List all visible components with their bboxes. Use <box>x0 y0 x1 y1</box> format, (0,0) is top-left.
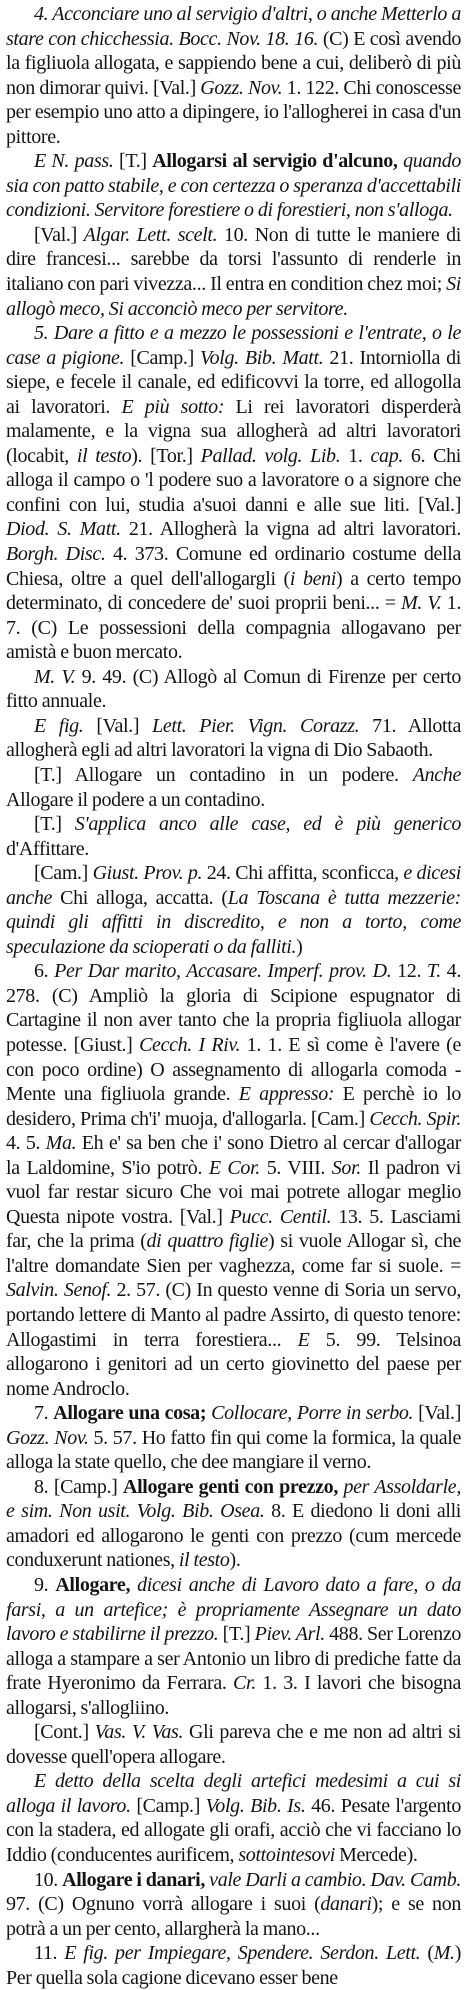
entry-paragraph-contadino: [T.] Allogare un contadino in un podere. Anche Allogare il podere a un contadino. <box>6 763 461 811</box>
entry-paragraph-mv: M. V. 9. 49. (C) Allogò al Comun di Firenze per certo fitto annuale. <box>6 665 461 713</box>
entry-paragraph-giust-prov: [Cam.] Giust. Prov. p. 24. Chi affitta, sconficca, e dicesi anche Chi alloga, accatta. (La Toscana è tutta mezzerie: quindi gli affitti in discredito, e non a torto, come speculazione da scioperati o da falliti.) <box>6 862 461 958</box>
entry-paragraph-8: 8. [Camp.] Allogare genti con prezzo, per Assoldarle, e sim. Non usit. Volg. Bib. Osea. 8. E diedono li doni alli amadori ed allogarono le genti con prezzo (cum mercede conduxerunt nationes, il testo). <box>6 1475 461 1572</box>
entry-paragraph-case: [T.] S'applica anco alle case, ed è più generico d'Affittare. <box>6 813 461 860</box>
entry-paragraph-7: 7. Allogare una cosa; Collocare, Porre in serbo. [Val.] Gozz. Nov. 5. 57. Ho fatto fin qui come la formica, la quale alloga la state quello, che dee mangiare il verno. <box>6 1402 462 1474</box>
entry-paragraph-10: 10. Allogare i danari, vale Darli a cambio. Dav. Camb. 97. (C) Ognuno vorrà allogare i suoi (danari); e se non potrà a un per cento, allargherà la mano... <box>6 1868 461 1940</box>
entry-paragraph-vas: [Cont.] Vas. V. Vas. Gli pareva che e me non ad altri si dovesse quell'opera allogare. <box>6 1721 461 1768</box>
entry-paragraph-fig: E fig. [Val.] Lett. Pier. Vign. Corazz. 71. Allotta allogherà egli ad altri lavoratori la vigna di Dio Sabaoth. <box>6 714 461 762</box>
entry-paragraph-11: 11. E fig. per Impiegare, Spendere. Serdon. Lett. (M.) Per quella sola cagione dicevano esser bene <box>6 1942 461 1989</box>
entry-paragraph-n-pass: E N. pass. [T.] Allogarsi al servigio d'alcuno, quando sia con patto stabile, e con certezza o speranza d'accettabili condizioni. Servitore forestiere o di forestieri, non s'alloga. <box>6 150 461 222</box>
entry-paragraph-9: 9. Allogare, dicesi anche di Lavoro dato a fare, o da farsi, a un artefice; è propriamente Assegnare un dato lavoro e stabilirne il prezzo. [T.] Piev. Arl. 488. Ser Lorenzo alloga a stampare a ser Antonio un libro di prediche fatte da frate Hyeronimo da Ferrara. Cr. 1. 3. I lavori che bisogna allogarsi, s'allogliino. <box>6 1574 461 1719</box>
entry-paragraph-scelta: E detto della scelta degli artefici medesimi a cui si alloga il lavoro. [Camp.] Volg. Bib. Is. 46. Pesate l'argento con la stadera, ed allogate gli orafi, acciò che vi facciano lo Iddio (conducentes aurificem, sottointesovi Mercede). <box>6 1770 461 1867</box>
entry-paragraph-4: 4. Acconciare uno al servigio d'altri, o anche Metterlo a stare con chicchessia. Bocc. Nov. 18. 16. (C) E così avendo la figliuola allogata, e sappiendo bene a cui, deliberò di più non dimorar quivi. [Val.] Gozz. Nov. 1. 122. Chi conoscesse per esempio uno atto a dipingere, io l'allogherei in casa d'un pittore. <box>6 3 461 148</box>
entry-paragraph-6: 6. Per Dar marito, Accasare. Imperf. prov. D. 12. T. 4. 278. (C) Ampliò la gloria di Scipione espugnator di Cartagine il non aver tanto che la propria figliuola allogar potesse. [Giust.] Cecch. I Riv. 1. 1. E sì come è l'avere (e con poco ordine) O assegnamento di allogarla comoda - Mente una figliuola grande. E appresso: E perchè io lo desidero, Prima ch'i' muoja, d'allogarla. [Cam.] Cecch. Spir. 4. 5. Ma. Eh e' sa ben che i' sono Dietro al cercar d'allogar la Laldomine, S'io potrò. E Cor. 5. VIII. Sor. Il padron vi vuol far restar sicuro Che voi mai potrete allogar meglio Questa nipote vostra. [Val.] Pucc. Centil. 13. 5. Lasciami far, che la prima (di quattro figlie) si vuole Allogar sì, che l'altre domandate Sien per vaghezza, come far si suole. = Salvin. Senof. 2. 57. (C) In questo venne di Soria un servo, portando lettere di Manto al padre Assirto, di questo tenore: Allogastimi in terra forestiera... E 5. 99. Telsinoa allogarono i genitori ad un certo giovinetto del paese per nome Androclo. <box>6 960 462 1400</box>
entry-paragraph-algar: [Val.] Algar. Lett. scelt. 10. Non di tutte le maniere di dire francesi... sarebbe da torsi l'assunto di renderle in italiano con pari vivezza... Il entra en condition chez moi; Si allogò meco, Si acconciò meco per servitore. <box>6 223 461 320</box>
entry-paragraph-5: 5. Dare a fitto e a mezzo le possessioni e l'entrate, o le case a pigione. [Camp.] Volg. Bib. Matt. 21. Intorniolla di siepe, e fecele il canale, ed edificovvi la torre, ed allogolla ai lavoratori. E più sotto: Li rei lavoratori disperderà malamente, e la vigna sua allogherà ad altri lavoratori (locabit, il testo). [Tor.] Pallad. volg. Lib. 1. cap. 6. Chi alloga il campo o 'l podere suo a lavoratore o a signore che confini con lui, studia a'suoi danni e alle sue liti. [Val.] Diod. S. Matt. 21. Allogherà la vigna ad altri lavoratori. Borgh. Disc. 4. 373. Comune ed ordinario costume della Chiesa, oltre a quel dell'allogargli (i beni) a certo tempo determinato, di concedere de' suoi proprii beni... = M. V. 1. 7. (C) Le possessioni della compagnia allogavano per amistà e buon mercato. <box>6 322 462 664</box>
